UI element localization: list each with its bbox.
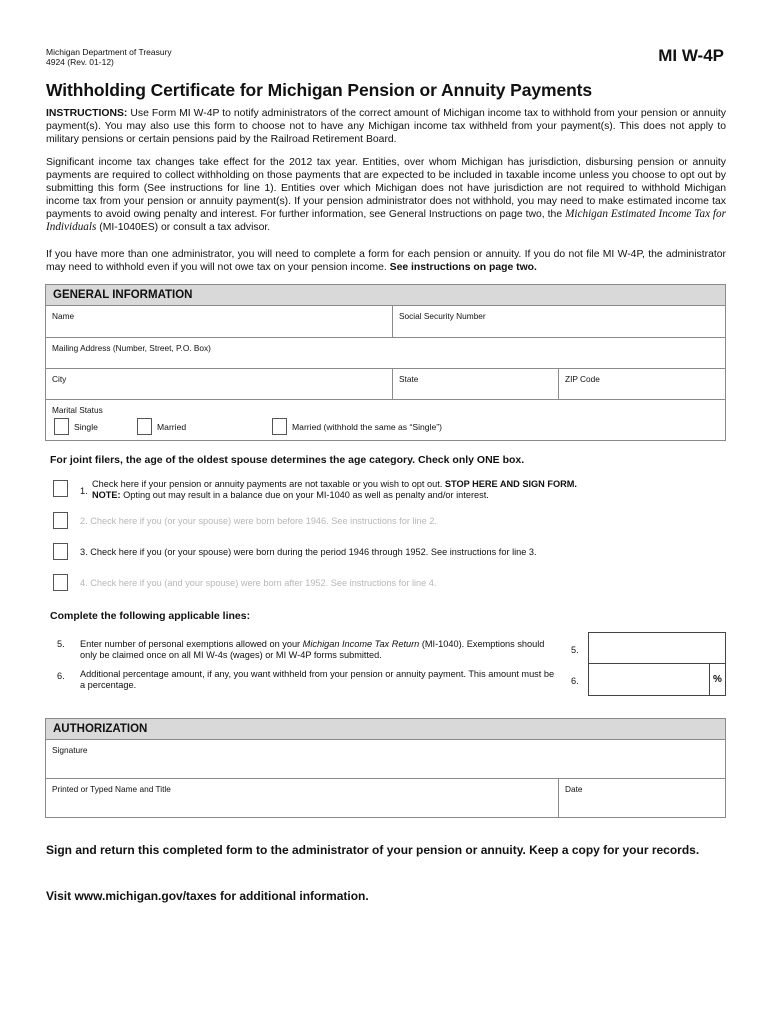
percent-sign: % <box>709 664 725 695</box>
marital-status-label: Marital Status <box>52 405 103 415</box>
printed-name-label: Printed or Typed Name and Title <box>52 784 171 794</box>
department-name: Michigan Department of Treasury <box>46 47 172 57</box>
authorization-heading: AUTHORIZATION <box>45 718 726 740</box>
city-label: City <box>52 374 67 384</box>
line-5-text-a: Enter number of personal exemptions allowed on your <box>80 639 303 649</box>
line-5-italic: Michigan Income Tax Return <box>302 639 420 649</box>
mailing-address-label: Mailing Address (Number, Street, P.O. Box) <box>52 343 211 353</box>
instructions-label: INSTRUCTIONS: <box>46 108 128 119</box>
line-6-box-label: 6. <box>571 676 579 686</box>
line-4-text: 4. Check here if you (and your spouse) were born after 1952. See instructions for line 4. <box>80 578 437 588</box>
date-label: Date <box>565 784 583 794</box>
form-number: MI W-4P <box>658 46 724 65</box>
state-field[interactable] <box>393 369 559 400</box>
line-1-checkbox[interactable] <box>53 480 68 497</box>
instructions-text-2-end: (MI-1040ES) or consult a tax advisor. <box>96 222 271 233</box>
ssn-label: Social Security Number <box>399 311 486 321</box>
name-label: Name <box>52 311 75 321</box>
line-3-checkbox[interactable] <box>53 543 68 560</box>
married-withhold-single-label: Married (withhold the same as “Single”) <box>292 422 442 432</box>
married-withhold-single-checkbox[interactable] <box>272 418 287 435</box>
general-info-heading: GENERAL INFORMATION <box>45 284 726 306</box>
instructions-text-3: If you have more than one administrator, you will need to complete a form for each pension or annuity. If you do not file MI W-4P, the administrator may need to withhold even if you will not owe tax on your pension income. <box>46 249 726 273</box>
line-1-note-label: NOTE: <box>92 490 121 500</box>
state-label: State <box>399 374 419 384</box>
line-1-number: 1. <box>80 486 88 496</box>
line-4-checkbox[interactable] <box>53 574 68 591</box>
line-5-number: 5. <box>57 639 65 649</box>
marital-status-row <box>46 400 725 440</box>
form-revision: 4924 (Rev. 01-12) <box>46 57 114 67</box>
name-field[interactable] <box>46 306 393 338</box>
footer-website: Visit www.michigan.gov/taxes for additional information. <box>46 889 369 903</box>
instructions-paragraph-2 <box>46 156 726 234</box>
line-1-note: Opting out may result in a balance due on your MI-1040 as well as penalty and/or interest. <box>120 490 489 500</box>
instructions-see-page-two: See instructions on page two. <box>389 262 537 273</box>
line-3-text: 3. Check here if you (or your spouse) were born during the period 1946 through 1952. See instructions for line 3. <box>80 547 537 557</box>
page-title: Withholding Certificate for Michigan Pension or Annuity Payments <box>46 80 593 100</box>
line-6-text: Additional percentage amount, if any, you want withheld from your pension or annuity payment. This amount must be a percentage. <box>80 669 555 690</box>
mailing-address-field[interactable] <box>46 338 725 369</box>
date-field[interactable] <box>559 779 725 817</box>
line-1-text <box>92 479 712 501</box>
general-info-box <box>45 306 726 441</box>
line-6-number: 6. <box>57 671 65 681</box>
footer-instructions: Sign and return this completed form to the administrator of your pension or annuity. Keep a copy for your records. <box>46 843 700 857</box>
married-checkbox[interactable] <box>137 418 152 435</box>
line-5-box-label: 5. <box>571 645 579 655</box>
line-1-main: Check here if your pension or annuity payments are not taxable or you wish to opt out. <box>92 479 445 489</box>
instructions-paragraph-1 <box>46 107 726 146</box>
single-label: Single <box>74 422 98 432</box>
signature-label: Signature <box>52 745 88 755</box>
ssn-field[interactable] <box>393 306 725 338</box>
line-1-stop: STOP HERE AND SIGN FORM. <box>444 479 577 489</box>
zip-field[interactable] <box>559 369 725 400</box>
line-2-text: 2. Check here if you (or your spouse) were born before 1946. See instructions for line 2. <box>80 516 437 526</box>
age-category-heading: For joint filers, the age of the oldest spouse determines the age category. Check only ONE box. <box>50 454 525 466</box>
applicable-lines-heading: Complete the following applicable lines: <box>50 610 251 622</box>
instructions-text-2: Significant income tax changes take effect for the 2012 tax year. Entities, over whom Michigan has jurisdiction, disbursing pension or annuity payments are required to collect withholding on those payments that are expected to be included in taxable income unless you choose to opt out by submitting this form (See instructions for line 1). Entities over which Michigan does not have jurisdiction are not required to withhold Michigan income tax from your pension or annuity payment(s). If your pension administrator does not withhold, you may need to make estimated income tax payments to avoid owing penalty and interest. For further information, see General Instructions on page two, the <box>46 157 726 220</box>
married-label: Married <box>157 422 187 432</box>
line-2-checkbox[interactable] <box>53 512 68 529</box>
printed-name-field[interactable] <box>46 779 559 817</box>
authorization-box <box>45 740 726 818</box>
line-5-exemptions-input[interactable] <box>588 632 726 664</box>
instructions-italic-ref: Michigan Estimated Income Tax for Individuals <box>46 208 726 233</box>
zip-label: ZIP Code <box>565 374 600 384</box>
city-field[interactable] <box>46 369 393 400</box>
signature-field[interactable] <box>46 740 725 779</box>
single-checkbox[interactable] <box>54 418 69 435</box>
instructions-paragraph-3 <box>46 248 726 274</box>
line-5-text <box>80 639 560 661</box>
instructions-text-1: Use Form MI W-4P to notify administrators of the correct amount of Michigan income tax to withhold from your pension or annuity payment(s). You may also use this form to choose not to have any Michigan income tax withheld from your payment(s). This does not apply to military pensions or certain pensions paid by the Railroad Retirement Board. <box>46 108 726 145</box>
line-6-percentage-input[interactable] <box>588 664 726 696</box>
line-5-text-b: (MI-1040). Exemptions should only be claimed once on all MI W-4s (wages) or MI W-4P forms submitted. <box>80 639 545 660</box>
